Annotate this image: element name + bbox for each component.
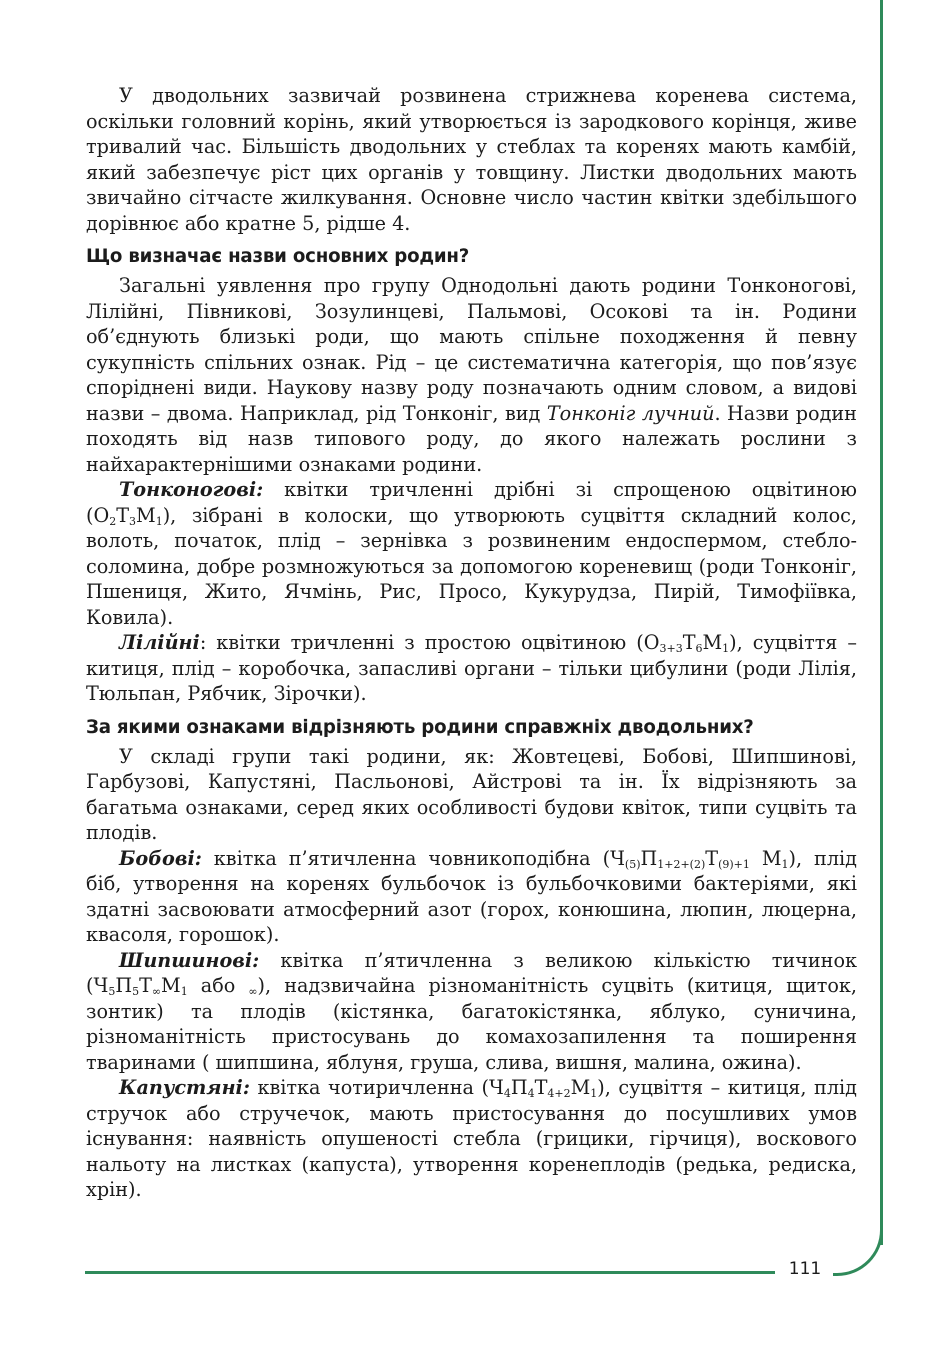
formula-letter: М (702, 631, 723, 654)
species-name: Тонконіг лучний (546, 401, 715, 425)
page-content (86, 83, 857, 1203)
family-term: Капустяні: (119, 1076, 250, 1099)
formula-letter: Т (139, 974, 152, 997)
heading-family-names: Що визначає назви основних родин? (86, 246, 470, 267)
text: квітки тричленні дрібні зі спрощеною оцвітиною (О (86, 478, 857, 527)
family-term: Лілійні (119, 631, 200, 654)
paragraph-dicot-roots: У дводольних зазвичай розвинена стрижнева коренева система, оскільки головний корінь, який утворюється із зародкового корінця, живе тривалий час. Більшість дводольних у стеблах та коренях мають камбій, який забезпечує ріст цих органів у товщину. Листки дводольних мають звичайно сітчасте жилкування. Основне число частин квітки здебільшого дорівнює або кратне 5, рідше 4. (86, 84, 857, 235)
formula-subscript: (9)+1 (718, 857, 750, 871)
text: Загальні уявлення про групу Однодольні дають родини Тонконогові, Лілійні, Півникові, Зозулинцеві, Пальмові, Осокові та ін. Родини об’єднують близькі роди, що мають спільне походження й певну сукупність спільних ознак. Рід – це систематична категорія, що пов’язує споріднені види. Наукову назву роду позначають одним словом, а видові назви – двома. Наприклад, рід Тонконіг, вид (86, 274, 857, 425)
paragraph-rosaceae (86, 948, 857, 1076)
formula-subscript: ∞ (151, 984, 162, 998)
formula-subscript: 3+3 (659, 641, 683, 655)
formula-letter: М (570, 1076, 591, 1099)
formula-subscript: (5) (624, 857, 641, 871)
family-term: Шипшинові: (119, 948, 260, 972)
formula-subscript: ∞ (248, 984, 258, 998)
formula-letter: П (640, 846, 658, 870)
paragraph-liliaceae (86, 630, 857, 707)
text: : квітки тричленні з простою оцвітиною (О (199, 631, 660, 654)
formula-subscript: 5 (108, 984, 116, 998)
text: квітка чотиричленна (Ч (249, 1076, 504, 1099)
formula-subscript: 2 (109, 514, 117, 528)
formula-subscript: 3 (129, 514, 137, 528)
formula-letter: Т (705, 846, 719, 870)
formula-subscript: 4+2 (547, 1086, 571, 1100)
text: . Назви родин походять від назв типового роду, до якого належать рослини з найхарактернішими ознаками родини. (86, 401, 857, 476)
formula-subscript: 1 (180, 984, 188, 998)
text: ), зібрані в колоски, що утворюють суцвіття складний колос, волоть, початок, плід – зернівка з розвиненим ендоспермом, стебло-соломина, добре розмножуються за допомогою кореневищ (роди Тонконіг, Пшениця, Жито, Ячмінь, Рис, Просо, Кукурудза, Пирій, Тимофіївка, Ковила). (86, 503, 857, 629)
formula-letter: П (510, 1076, 528, 1099)
formula-subscript: 6 (695, 641, 703, 655)
paragraph-poaceae (86, 477, 857, 630)
formula-letter: Т (534, 1076, 548, 1099)
formula-letter: П (115, 974, 133, 997)
paragraph-fabaceae (86, 846, 857, 948)
text: або (187, 974, 249, 997)
formula-subscript: 4 (527, 1086, 535, 1100)
text: квітка п’ятичленна човникоподібна (Ч (201, 846, 625, 870)
formula-letter: М (749, 846, 782, 870)
formula-letter: М (161, 974, 181, 997)
paragraph-monocot-families (86, 273, 857, 477)
formula-subscript: 1 (590, 1086, 598, 1100)
text: квітка п’ятичленна з великою кількістю тичинок (Ч (86, 948, 857, 997)
heading-dicot-families: За якими ознаками відрізняють родини справжніх дводольних? (86, 716, 754, 738)
page-frame-right-border (880, 0, 883, 1245)
formula-subscript: 4 (503, 1086, 511, 1100)
text: ), надзвичайна різноманітність суцвіть (китиця, щиток, зонтик) та плодів (кістянка, багатокістянка, яблуко, суничина, різноманітність пристосувань до комахозапилення та поширення тваринами ( шипшина, яблуня, груша, слива, вишня, малина, ожина). (86, 974, 857, 1074)
formula-subscript: 1 (722, 641, 730, 655)
formula-letter: М (136, 503, 156, 527)
family-term: Бобові: (119, 846, 202, 870)
formula-subscript: 1+2+(2) (657, 857, 706, 871)
text: ), суцвіття – китиця, плід стручок або стручечок, мають пристосування до посушливих умов існування: наявність опушеності стебла (грицики, гірчиця), воскового нальоту на листках (капуста), утворення коренеплодів (редька, редиска, хрін). (86, 1076, 857, 1201)
page-frame-bottom-border (85, 1271, 775, 1274)
paragraph-brassicaceae (86, 1075, 857, 1203)
paragraph-dicot-group: У складі групи такі родини, як: Жовтецеві, Бобові, Шипшинові, Гарбузові, Капустяні, Пасльонові, Айстрові та ін. Їх відрізняють за багатьма ознаками, серед яких особливості будови квіток, типи суцвіть та плодів. (86, 744, 857, 844)
page-frame-corner (833, 1228, 883, 1276)
formula-letter: Т (116, 503, 130, 527)
formula-subscript: 1 (155, 514, 163, 528)
formula-subscript: 5 (132, 984, 140, 998)
formula-letter: Т (682, 631, 696, 654)
formula-subscript: 1 (781, 857, 789, 871)
family-term: Тонконогові: (119, 478, 264, 501)
text: ), плід біб, утворення на коренях бульбочок із бульбочковими бактеріями, які здатні засвоювати атмосферний азот (горох, конюшина, люпин, люцерна, квасоля, горошок). (86, 846, 857, 946)
text: ), суцвіття – китиця, плід – коробочка, запасливі органи – тільки цибулини (роди Лілія, Тюльпан, Рябчик, Зірочки). (86, 631, 858, 705)
page-number: 111 (788, 1259, 822, 1279)
